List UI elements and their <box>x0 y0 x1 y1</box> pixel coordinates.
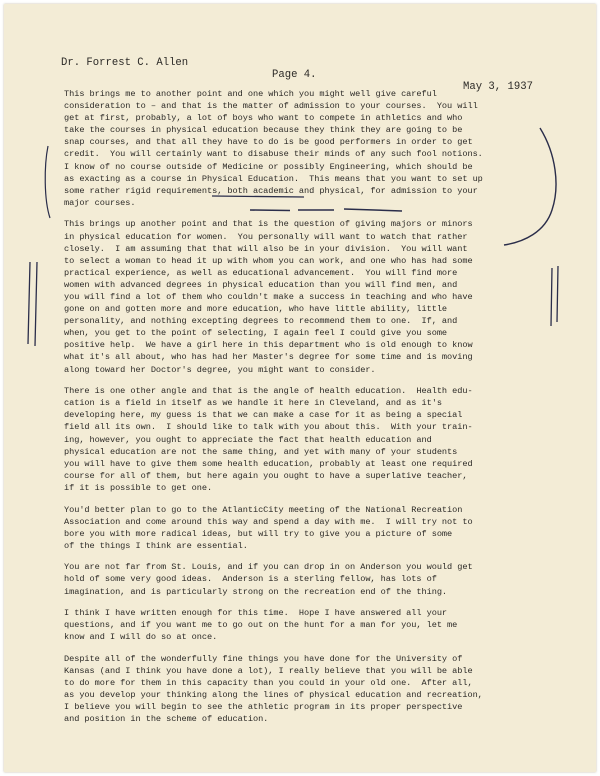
paragraph-line: of the things I think are essential. <box>64 540 248 551</box>
paragraph-line: questions, and if you want me to go out on the hunt for a man for you, let me <box>64 620 458 631</box>
paragraph-line: as exacting as a course in Physical Education. This means that you want to set up <box>64 173 483 184</box>
paragraph-line: gone on and gotten more and more education, who have little ability, little <box>64 304 448 315</box>
paragraph-line: personality, and nothing excepting degrees to recommend them to one. If, and <box>64 316 458 327</box>
paragraph-line: snap courses, and that all they have to do is be good performers in order to get <box>64 137 473 148</box>
letter-page <box>4 4 596 772</box>
margin-bracket-mark <box>45 146 50 218</box>
paragraph-line: you will find a lot of them who couldn't make a success in teaching and who have <box>64 292 473 302</box>
paragraph-line: ing, however, you ought to appreciate the fact that health education and <box>64 434 432 445</box>
paragraph-line: take the courses in physical education because they think they are going to be <box>64 125 463 136</box>
paragraph-line: as you develop your thinking along the lines of physical education and recreation, <box>64 690 483 701</box>
paragraph-line: you will have to give them some health education, probably at least one required <box>64 458 473 469</box>
paragraph-line: get at first, probably, a lot of boys who want to compete in athletics and who <box>64 113 463 124</box>
letter-paragraph <box>64 385 554 494</box>
margin-line-mark <box>28 262 37 346</box>
paragraph-line: when, you get to the point of selecting, I again feel I could give you some <box>64 328 448 339</box>
paragraph-line: developing here, my guess is that we can make a case for it as being a special <box>64 410 463 421</box>
paragraph-line: Despite all of the wonderfully fine things you have done for the University of <box>64 653 463 664</box>
paragraph-line: imagination, and is particularly strong on the recreation end of the thing. <box>64 586 448 597</box>
paragraph-line: in physical education for women. You personally will want to watch that rather <box>64 231 468 242</box>
paragraph-line: I believe you will begin to see the athletic program in its proper perspective <box>64 702 463 713</box>
paragraph-line: field all its own. I should like to talk with you about this. With your train- <box>64 422 473 433</box>
paragraph-line: some rather rigid requirements, both academic and physical, for admission to your <box>64 185 478 196</box>
paragraph-line: to select a woman to head it up with whom you can work, and one who has had some <box>64 255 473 266</box>
paragraph-line: I know of no course outside of Medicine or possibly Engineering, which should be <box>64 161 473 172</box>
paragraph-line: You'd better plan to go to the AtlanticCity meeting of the National Recreation <box>64 504 463 515</box>
paragraph-line: There is one other angle and that is the angle of health education. Health edu- <box>64 386 473 397</box>
paragraph-line: major courses. <box>64 197 136 208</box>
letter-paragraph <box>64 561 554 597</box>
paragraph-line: I think I have written enough for this time. Hope I have answered all your <box>64 608 448 619</box>
paragraph-line: women with advanced degrees in physical education than you will find men, and <box>64 279 458 290</box>
paragraph-line: cation is a field in itself as we handle it here in Cleveland, and as it's <box>64 398 442 409</box>
paragraph-line: and position in the scheme of education. <box>64 714 269 725</box>
letter-paragraph <box>64 607 554 643</box>
paragraph-line: You are not far from St. Louis, and if you can drop in on Anderson you would get <box>64 562 473 573</box>
paragraph-line: know and I will do so at once. <box>64 632 218 643</box>
letter-paragraph <box>64 504 554 552</box>
paragraph-line: hold of some very good ideas. Anderson is a sterling fellow, has lots of <box>64 574 437 585</box>
paragraph-line: Kansas (and I think you have done a lot), I really believe that you will be able <box>64 666 473 677</box>
paragraph-line: closely. I am assuming that that will also be in your division. You will want <box>64 243 468 254</box>
paragraph-line: along toward her Doctor's degree, you might want to consider. <box>64 364 376 375</box>
paragraph-line: consideration to – and that is the matter of admission to your courses. You will <box>64 101 478 112</box>
paragraph-line: if it is possible to get one. <box>64 482 213 493</box>
paragraph-line: This brings me to another point and one which you might well give careful <box>64 89 437 99</box>
recipient-name: Dr. Forrest C. Allen <box>61 57 189 69</box>
letter-body <box>64 88 554 735</box>
paragraph-line: physical education are not the same thing, and yet with many of your students <box>64 446 458 457</box>
letter-paragraph <box>64 88 554 209</box>
paragraph-line: This brings up another point and that is the question of giving majors or minors <box>64 219 473 230</box>
paragraph-line: what it's all about, who has had her Master's degree for some time and is moving <box>64 352 473 363</box>
page-number: Page 4. <box>272 69 317 81</box>
paragraph-line: course for all of them, but here again you ought to have a superlative teacher, <box>64 470 468 481</box>
paragraph-line: positive help. We have a girl here in this department who is old enough to know <box>64 340 473 351</box>
letter-date: May 3, 1937 <box>463 81 533 93</box>
paragraph-line: to do more for them in this capacity than you could in your old one. After all, <box>64 678 473 689</box>
letter-paragraph <box>64 218 554 375</box>
paragraph-line: bore you with more radical ideas, but will try to give you a picture of some <box>64 528 453 539</box>
paragraph-line: credit. You will certainly want to disabuse their minds of any such fool notions. <box>64 149 483 160</box>
letter-paragraph <box>64 653 554 726</box>
paragraph-line: Association and come around this way and spend a day with me. I will try not to <box>64 516 473 527</box>
paragraph-line: practical experience, as well as educational advancement. You will find more <box>64 267 458 278</box>
